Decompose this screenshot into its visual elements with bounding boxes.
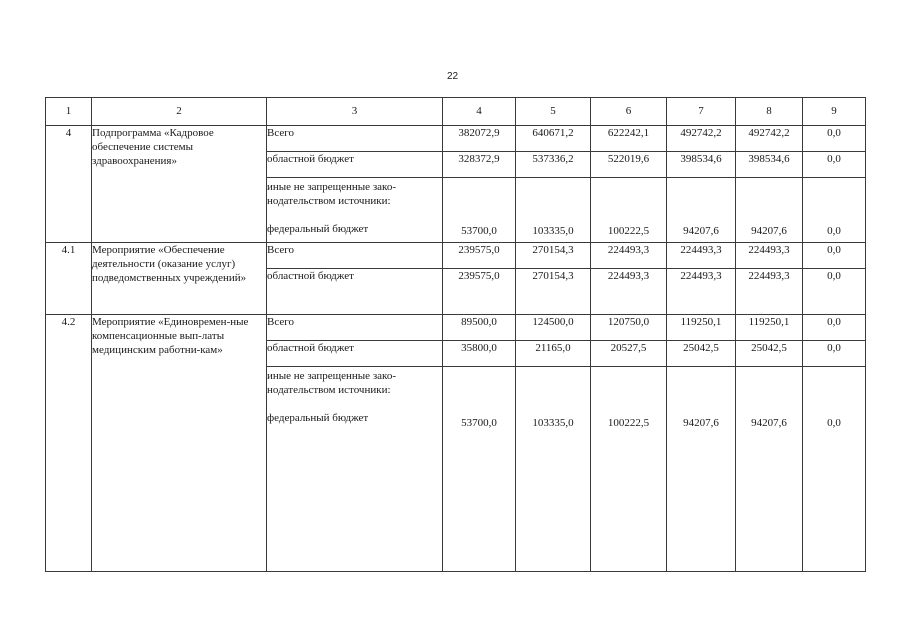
source-label: областной бюджет [267, 269, 443, 315]
value-cell: 25042,5 [736, 341, 803, 367]
source-label: областной бюджет [267, 152, 443, 178]
source-cell [267, 367, 443, 572]
source-label: федеральный бюджет [267, 412, 369, 424]
table-row [46, 243, 866, 269]
value-cell: 398534,6 [736, 152, 803, 178]
value-cell: 0,0 [803, 126, 866, 152]
value-cell: 94207,6 [667, 367, 736, 572]
value-cell: 94207,6 [736, 178, 803, 243]
value-cell: 119250,1 [736, 315, 803, 341]
value-cell: 0,0 [803, 341, 866, 367]
section-name: Мероприятие «Единовремен-ные компенсационные вып-латы медицинским работни-кам» [92, 315, 267, 572]
value-cell: 382072,9 [443, 126, 516, 152]
source-cell [267, 178, 443, 243]
table-row [46, 315, 866, 341]
header-col-9: 9 [803, 98, 866, 126]
budget-table [45, 97, 866, 572]
value-cell: 522019,6 [591, 152, 667, 178]
source-label: Всего [267, 243, 443, 269]
header-col-4: 4 [443, 98, 516, 126]
source-intro: иные не запрещенные зако-нодательством источники: [267, 370, 396, 397]
section-number: 4 [46, 126, 92, 243]
section-name: Подпрограмма «Кадровое обеспечение системы здравоохранения» [92, 126, 267, 243]
value-cell: 0,0 [803, 315, 866, 341]
value-cell: 94207,6 [736, 367, 803, 572]
value-cell: 270154,3 [516, 269, 591, 315]
value-cell: 120750,0 [591, 315, 667, 341]
value-cell: 398534,6 [667, 152, 736, 178]
section-number: 4.1 [46, 243, 92, 315]
source-label: областной бюджет [267, 341, 443, 367]
header-col-5: 5 [516, 98, 591, 126]
value-cell: 94207,6 [667, 178, 736, 243]
value-cell: 224493,3 [591, 243, 667, 269]
source-label: Всего [267, 315, 443, 341]
header-col-1: 1 [46, 98, 92, 126]
value-cell: 100222,5 [591, 178, 667, 243]
value-cell: 224493,3 [667, 269, 736, 315]
value-cell: 0,0 [803, 152, 866, 178]
value-cell: 89500,0 [443, 315, 516, 341]
source-label: Всего [267, 126, 443, 152]
page-number: 22 [446, 71, 459, 82]
value-cell: 124500,0 [516, 315, 591, 341]
value-cell: 270154,3 [516, 243, 591, 269]
value-cell: 119250,1 [667, 315, 736, 341]
value-cell: 224493,3 [736, 243, 803, 269]
value-cell: 492742,2 [667, 126, 736, 152]
table-row [46, 126, 866, 152]
value-cell: 53700,0 [443, 367, 516, 572]
value-cell: 239575,0 [443, 243, 516, 269]
value-cell: 53700,0 [443, 178, 516, 243]
header-col-6: 6 [591, 98, 667, 126]
value-cell: 0,0 [803, 367, 866, 572]
section-name: Мероприятие «Обеспечение деятельности (оказание услуг) подведомственных учреждений» [92, 243, 267, 315]
value-cell: 25042,5 [667, 341, 736, 367]
header-col-3: 3 [267, 98, 443, 126]
source-label: федеральный бюджет [267, 223, 369, 235]
value-cell: 622242,1 [591, 126, 667, 152]
value-cell: 21165,0 [516, 341, 591, 367]
value-cell: 103335,0 [516, 367, 591, 572]
value-cell: 100222,5 [591, 367, 667, 572]
value-cell: 0,0 [803, 269, 866, 315]
value-cell: 328372,9 [443, 152, 516, 178]
header-col-7: 7 [667, 98, 736, 126]
value-cell: 0,0 [803, 178, 866, 243]
value-cell: 35800,0 [443, 341, 516, 367]
header-col-2: 2 [92, 98, 267, 126]
value-cell: 640671,2 [516, 126, 591, 152]
value-cell: 103335,0 [516, 178, 591, 243]
source-intro: иные не запрещенные зако-нодательством источники: [267, 181, 396, 208]
value-cell: 224493,3 [736, 269, 803, 315]
section-number: 4.2 [46, 315, 92, 572]
value-cell: 537336,2 [516, 152, 591, 178]
header-col-8: 8 [736, 98, 803, 126]
value-cell: 492742,2 [736, 126, 803, 152]
value-cell: 224493,3 [667, 243, 736, 269]
value-cell: 20527,5 [591, 341, 667, 367]
value-cell: 0,0 [803, 243, 866, 269]
value-cell: 224493,3 [591, 269, 667, 315]
value-cell: 239575,0 [443, 269, 516, 315]
header-row [46, 98, 866, 126]
